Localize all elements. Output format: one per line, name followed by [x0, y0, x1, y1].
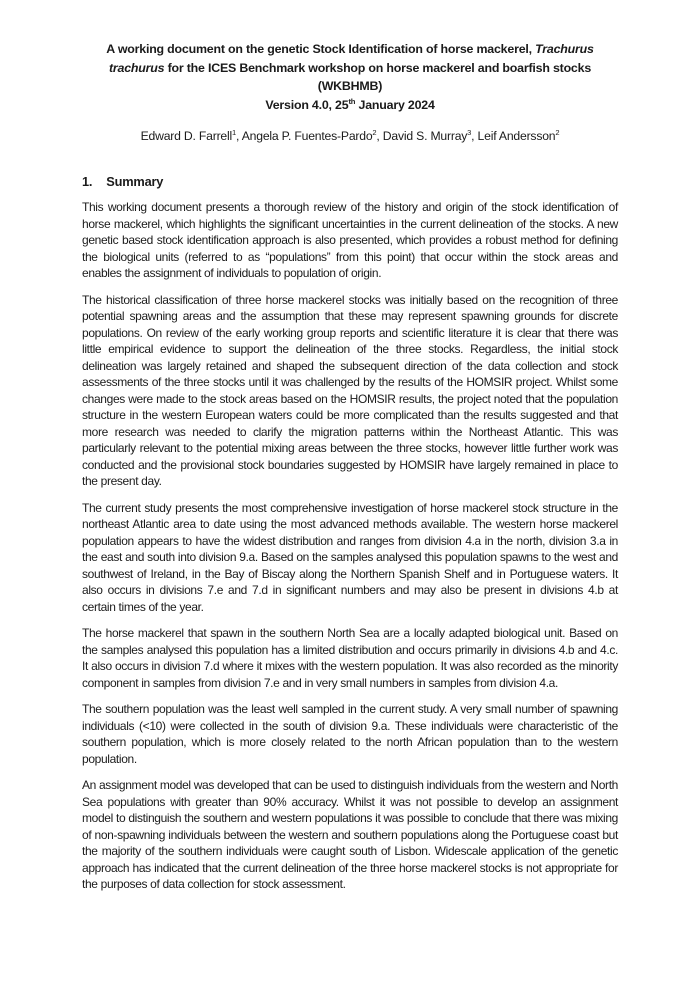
summary-paragraph: The current study presents the most comprehensive investigation of horse mackerel stock structure in the northeast Atlantic area to date using the most advanced methods available. The western horse mackerel population appears to have the widest distribution and ranges from division 4.a in the north, division 3.a in the east and south into division 9.a. Based on the samples analysed this population spawns to the west and southwest of Ireland, in the Bay of Biscay along the Northern Spanish Shelf and in Portuguese waters. It also occurs in divisions 7.e and 7.d in significant numbers and may also be present in divisions 4.b at certain times of the year. — [82, 500, 618, 614]
summary-paragraph: The southern population was the least well sampled in the current study. A very small number of spawning individuals (<10) were collected in the south of division 9.a. These individuals were characteristic of the southern population, which is more closely related to the north African population than to the western population. — [82, 702, 618, 766]
author-name: , Angela P. Fuentes-Pardo — [236, 129, 373, 144]
document-title — [82, 40, 618, 114]
author-name: Edward D. Farrell — [140, 129, 233, 144]
author-affiliation-superscript: 1 — [232, 128, 237, 138]
section-title: Summary — [106, 174, 164, 190]
authors-line — [82, 128, 618, 145]
section-number: 1. — [82, 174, 93, 190]
summary-paragraph: This working document presents a thorough review of the history and origin of the stock identification of horse mackerel, which highlights the significant uncertainties in the current delineation of the stocks. A new genetic based stock identification approach is also presented, which provides a robust method for defining the biological units (referred to as “populations” from this point) that occur within the stock areas and enables the assignment of individuals to population of origin. — [82, 200, 618, 281]
title-text: A working document on the genetic Stock Identification of horse mackerel, — [106, 42, 536, 56]
author-name: , Leif Andersson — [471, 129, 556, 144]
version-text: Version 4.0, 25 — [265, 97, 349, 112]
author-affiliation-superscript: 2 — [372, 128, 377, 138]
title-version-line — [265, 98, 434, 112]
title-species-name: Trachurus trachurus — [108, 42, 594, 75]
summary-paragraph: The historical classification of three horse mackerel stocks was initially based on the recognition of three potential spawning areas and the assumption that these may represent spawning grounds for discrete populations. On review of the early working group reports and scientific literature it is clear that there was little empirical evidence to support the delineation of the three stocks. Regardless, the initial stock delineation was largely retained and shaped the subsequent direction of the data collection and stock assessments of the three stocks until it was challenged by the results of the HOMSIR project. Whilst some changes were made to the stock areas based on the HOMSIR results, the project noted that the population structure in the western European waters could be more complicated than the results suggested and that more research was needed to clarify the migration patterns within the Northeast Atlantic. This was particularly relevant to the potential mixing areas between the three stocks, however little further work was conducted and the provisional stock boundaries suggested by HOMSIR have largely remained in place to the present day. — [82, 292, 618, 489]
version-date-text: January 2024 — [355, 97, 435, 112]
author-name: , David S. Murray — [376, 129, 468, 144]
summary-body — [82, 199, 618, 893]
summary-paragraph: An assignment model was developed that can be used to distinguish individuals from the western and North Sea populations with greater than 90% accuracy. Whilst it was not possible to develop an assignment model to distinguish the southern and western populations it was possible to conclude that there was mixing of non-spawning individuals between the western and southern populations along the Portuguese coast but the majority of the southern individuals were caught south of Lisbon. Widescale application of the genetic approach has indicated that the current delineation of the three horse mackerel stocks is not appropriate for the purposes of data collection for stock assessment. — [82, 778, 618, 892]
author-affiliation-superscript: 2 — [555, 128, 560, 138]
summary-paragraph: The horse mackerel that spawn in the southern North Sea are a locally adapted biological unit. Based on the samples analysed this population has a limited distribution and occurs primarily in divisions 4.b and 4.c. It also occurs in division 7.d where it mixes with the western population. It was also recorded as the minority component in samples from division 7.e and in very small numbers in samples from division 4.a. — [82, 626, 618, 690]
title-workshop-acronym: (WKBHMB) — [317, 79, 383, 94]
version-ordinal-superscript: th — [348, 96, 356, 106]
author-affiliation-superscript: 3 — [467, 128, 472, 138]
section-heading-summary — [82, 174, 618, 189]
title-text-continued: for the ICES Benchmark workshop on horse mackerel and boarfish stocks — [164, 60, 592, 75]
